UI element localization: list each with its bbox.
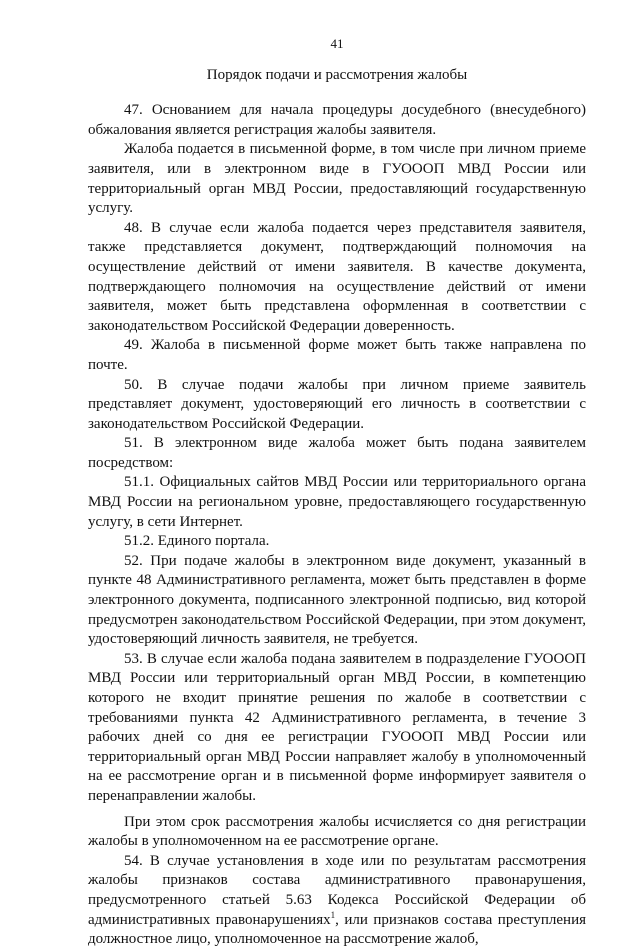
paragraph-54-text: 54. В случае установления в ходе или по результатам рассмотрения жалобы признаков состава административного правонарушения, предусмотренного статьей 5.63 Кодекса Российской Федерации об административных правонарушениях <box>88 852 586 928</box>
paragraph-51-1: 51.1. Официальных сайтов МВД России или территориального органа МВД России на региональном уровне, предоставляющего государственную услугу, в сети Интернет. <box>88 474 586 530</box>
paragraph-53: 53. В случае если жалоба подана заявителем в подразделение ГУОООП МВД России или территориальный орган МВД России, в компетенцию которого не входит принятие решения по жалобе в соответствии с требованиями пункта 42 Административного регламента, в течение 3 рабочих дней со дня ее регистрации ГУОООП МВД России или территориальный орган МВД России направляет жалобу в уполномоченный на ее рассмотрение орган и в письменной форме информирует заявителя о перенаправлении жалобы. <box>88 650 586 804</box>
section-title: Порядок подачи и рассмотрения жалобы <box>206 66 468 83</box>
page-number: 41 <box>330 36 344 51</box>
paragraph-51: 51. В электронном виде жалоба может быть подана заявителем посредством: <box>88 435 586 471</box>
paragraph-50: 50. В случае подачи жалобы при личном приеме заявитель представляет документ, удостоверяющий его личность в соответствии с законодательством Российской Федерации. <box>88 376 586 432</box>
paragraph-47-cont: Жалоба подается в письменной форме, в том числе при личном приеме заявителя, или в электронном виде в ГУОООП МВД России или территориальный орган МВД России, предоставляющий государственную услугу. <box>88 141 586 217</box>
footnote-marker: 1 <box>330 909 336 920</box>
paragraph-54-text-cont: , или признаков состава преступления должностное лицо, уполномоченное на рассмотрение жалоб, <box>88 911 587 948</box>
paragraph-48: 48. В случае если жалоба подается через представителя заявителя, также представляется документ, подтверждающий полномочия на осуществление действий от имени заявителя. В качестве документа, подтверждающего полномочия на осуществление действий от имени заявителя, может быть представлена оформленная в соответствии с законодательством Российской Федерации доверенность. <box>88 219 586 334</box>
paragraph-49: 49. Жалоба в письменной форме может быть также направлена по почте. <box>88 337 586 373</box>
paragraph-51-2: 51.2. Единого портала. <box>124 533 270 550</box>
paragraph-47: 47. Основанием для начала процедуры досудебного (внесудебного) обжалования является регистрация жалобы заявителя. <box>88 102 586 138</box>
paragraph-54 <box>88 852 586 950</box>
paragraph-52: 52. При подаче жалобы в электронном виде документ, указанный в пункте 48 Административного регламента, может быть представлен в форме электронного документа, подписанного электронной подписью, вид которой предусмотрен законодательством Российской Федерации, при этом документ, удостоверяющий личность заявителя, не требуется. <box>88 552 586 648</box>
paragraph-53-cont: При этом срок рассмотрения жалобы исчисляется со дня регистрации жалобы в уполномоченном на ее рассмотрение органе. <box>88 813 586 850</box>
